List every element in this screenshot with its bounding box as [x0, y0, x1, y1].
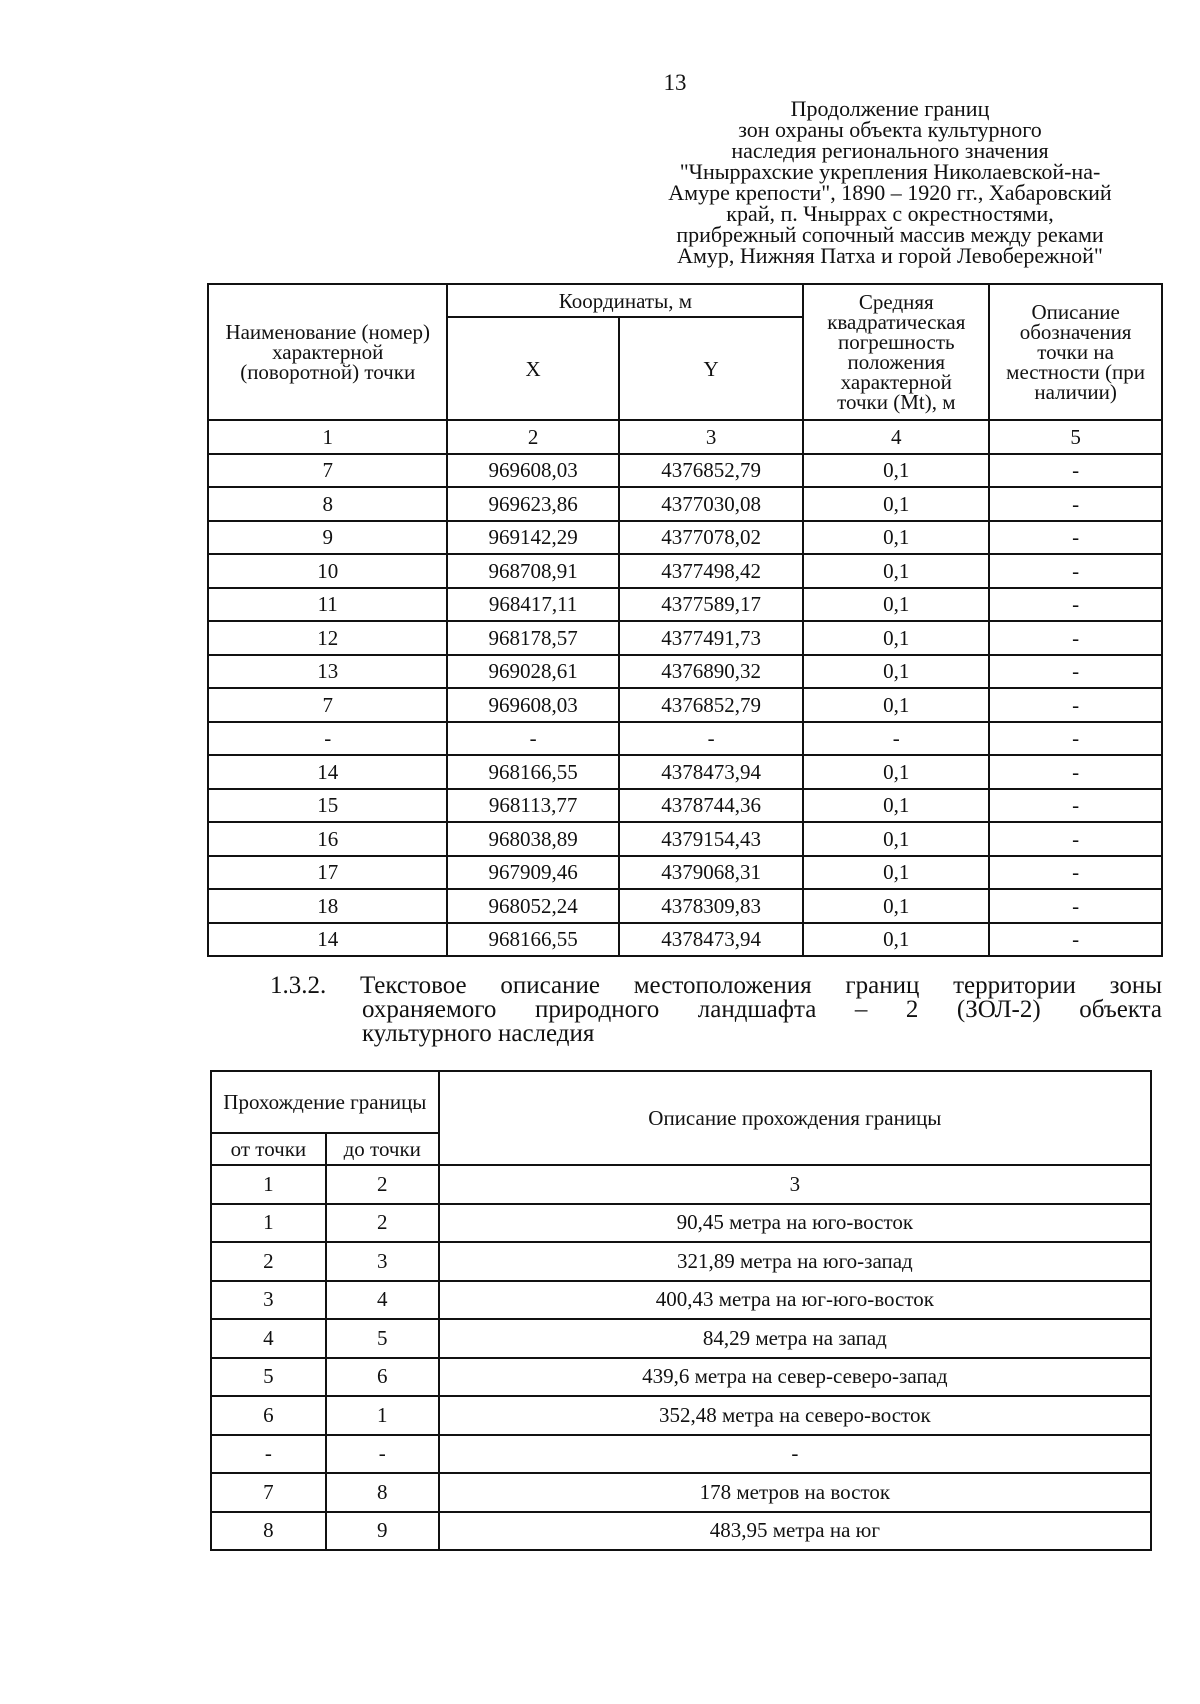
to-point-cell: 2: [326, 1204, 439, 1243]
x-coordinate-cell: 968417,11: [447, 588, 619, 622]
column-number: 3: [439, 1165, 1151, 1204]
column-number: 2: [326, 1165, 439, 1204]
header-point-description: Описание обозначения точки на местности (при наличии): [989, 284, 1162, 420]
heading-line: Продолжение границ: [790, 96, 990, 121]
to-point-cell: 4: [326, 1281, 439, 1320]
point-description-cell: -: [989, 655, 1162, 689]
point-description-cell: -: [989, 454, 1162, 488]
y-coordinate-cell: 4376890,32: [619, 655, 803, 689]
mean-error-cell: 0,1: [803, 621, 989, 655]
section-heading-line: 1.3.2. Текстовое описание местоположения границ территории зоны: [270, 972, 1162, 999]
x-coordinate-cell: 969608,03: [447, 688, 619, 722]
point-description-cell: -: [989, 889, 1162, 923]
x-coordinate-cell: 968166,55: [447, 755, 619, 789]
x-coordinate-cell: 968178,57: [447, 621, 619, 655]
table-row: [208, 722, 1162, 756]
point-description-cell: -: [989, 755, 1162, 789]
point-number-cell: 8: [208, 487, 447, 521]
point-description-cell: -: [989, 688, 1162, 722]
mean-error-cell: 0,1: [803, 588, 989, 622]
point-description-cell: -: [989, 588, 1162, 622]
point-number-cell: -: [208, 722, 447, 756]
point-number-cell: 15: [208, 789, 447, 823]
point-description-cell: -: [989, 621, 1162, 655]
point-number-cell: 7: [208, 454, 447, 488]
column-number: 1: [208, 420, 447, 454]
point-number-cell: 18: [208, 889, 447, 923]
table-row: [208, 454, 1162, 488]
table-row: [211, 1435, 1151, 1474]
table-row: [208, 923, 1162, 957]
column-number: 1: [211, 1165, 326, 1204]
from-point-cell: 7: [211, 1473, 326, 1512]
section-heading-line: культурного наследия: [362, 1020, 595, 1047]
mean-error-cell: 0,1: [803, 688, 989, 722]
page-number: 13: [663, 70, 687, 95]
point-description-cell: -: [989, 856, 1162, 890]
heading-line: "Чныррахские укрепления Николаевской-на-: [679, 159, 1101, 184]
from-point-cell: 2: [211, 1242, 326, 1281]
to-point-cell: -: [326, 1435, 439, 1474]
coordinates-table: [207, 283, 1163, 957]
column-number: 4: [803, 420, 989, 454]
x-coordinate-cell: 968113,77: [447, 789, 619, 823]
point-number-cell: 14: [208, 923, 447, 957]
y-coordinate-cell: 4376852,79: [619, 688, 803, 722]
header-coordinates: Координаты, м: [447, 284, 803, 317]
from-point-cell: -: [211, 1435, 326, 1474]
y-coordinate-cell: 4378744,36: [619, 789, 803, 823]
heading-line: край, п. Чныррах с окрестностями,: [726, 201, 1054, 226]
y-coordinate-cell: 4378309,83: [619, 889, 803, 923]
mean-error-cell: 0,1: [803, 487, 989, 521]
column-number: 5: [989, 420, 1162, 454]
y-coordinate-cell: 4376852,79: [619, 454, 803, 488]
header-mean-error: Средняя квадратическая погрешность положения характерной точки (Mt), м: [803, 284, 989, 420]
passage-description-cell: -: [439, 1435, 1151, 1474]
table-row: [211, 1358, 1151, 1397]
mean-error-cell: 0,1: [803, 655, 989, 689]
mean-error-cell: 0,1: [803, 454, 989, 488]
point-description-cell: -: [989, 789, 1162, 823]
point-description-cell: -: [989, 722, 1162, 756]
x-coordinate-cell: 968166,55: [447, 923, 619, 957]
section-heading: [270, 974, 1162, 1046]
y-coordinate-cell: 4377030,08: [619, 487, 803, 521]
header-x: X: [447, 317, 619, 420]
mean-error-cell: 0,1: [803, 554, 989, 588]
table-row: [208, 487, 1162, 521]
point-number-cell: 9: [208, 521, 447, 555]
column-number: 2: [447, 420, 619, 454]
x-coordinate-cell: 968052,24: [447, 889, 619, 923]
table-row: [208, 889, 1162, 923]
column-number-row: [208, 420, 1162, 454]
x-coordinate-cell: 968708,91: [447, 554, 619, 588]
table-row: [211, 1319, 1151, 1358]
to-point-cell: 9: [326, 1512, 439, 1551]
table-row: [208, 588, 1162, 622]
table-row: [208, 822, 1162, 856]
point-number-cell: 7: [208, 688, 447, 722]
mean-error-cell: 0,1: [803, 521, 989, 555]
header-y: Y: [619, 317, 803, 420]
to-point-cell: 5: [326, 1319, 439, 1358]
y-coordinate-cell: 4377078,02: [619, 521, 803, 555]
table-row: [208, 655, 1162, 689]
point-description-cell: -: [989, 554, 1162, 588]
y-coordinate-cell: 4379068,31: [619, 856, 803, 890]
boundary-route-table: [210, 1070, 1152, 1551]
heading-line: Амуре крепости", 1890 – 1920 гг., Хабаровский: [668, 180, 1112, 205]
table-row: [211, 1204, 1151, 1243]
from-point-cell: 6: [211, 1396, 326, 1435]
passage-description-cell: 483,95 метра на юг: [439, 1512, 1151, 1551]
y-coordinate-cell: 4377498,42: [619, 554, 803, 588]
heading-line: наследия регионального значения: [731, 138, 1049, 163]
x-coordinate-cell: 969028,61: [447, 655, 619, 689]
table-row: [211, 1242, 1151, 1281]
passage-description-cell: 90,45 метра на юго-восток: [439, 1204, 1151, 1243]
table-row: [208, 621, 1162, 655]
mean-error-cell: 0,1: [803, 889, 989, 923]
x-coordinate-cell: 969142,29: [447, 521, 619, 555]
to-point-cell: 8: [326, 1473, 439, 1512]
from-point-cell: 4: [211, 1319, 326, 1358]
x-coordinate-cell: -: [447, 722, 619, 756]
table-row: [208, 521, 1162, 555]
passage-description-cell: 439,6 метра на север-северо-запад: [439, 1358, 1151, 1397]
mean-error-cell: 0,1: [803, 789, 989, 823]
point-number-cell: 14: [208, 755, 447, 789]
column-number: 3: [619, 420, 803, 454]
heading-line: прибрежный сопочный массив между реками: [676, 222, 1104, 247]
table-row: [208, 688, 1162, 722]
mean-error-cell: 0,1: [803, 923, 989, 957]
passage-description-cell: 400,43 метра на юг-юго-восток: [439, 1281, 1151, 1320]
from-point-cell: 5: [211, 1358, 326, 1397]
table-row: [211, 1396, 1151, 1435]
from-point-cell: 1: [211, 1204, 326, 1243]
header-description: Описание прохождения границы: [439, 1071, 1151, 1165]
x-coordinate-cell: 968038,89: [447, 822, 619, 856]
table-row: [208, 755, 1162, 789]
table-row: [208, 554, 1162, 588]
table-row: [211, 1473, 1151, 1512]
point-description-cell: -: [989, 487, 1162, 521]
section-heading-line: охраняемого природного ландшафта – 2 (ЗОЛ-2) объекта: [362, 996, 1162, 1023]
point-number-cell: 17: [208, 856, 447, 890]
passage-description-cell: 321,89 метра на юго-запад: [439, 1242, 1151, 1281]
mean-error-cell: -: [803, 722, 989, 756]
from-point-cell: 3: [211, 1281, 326, 1320]
x-coordinate-cell: 969623,86: [447, 487, 619, 521]
point-number-cell: 10: [208, 554, 447, 588]
header-point-name: Наименование (номер) характерной (поворотной) точки: [208, 284, 447, 420]
point-description-cell: -: [989, 822, 1162, 856]
table-row: [208, 856, 1162, 890]
mean-error-cell: 0,1: [803, 822, 989, 856]
to-point-cell: 1: [326, 1396, 439, 1435]
header-to-point: до точки: [326, 1133, 439, 1165]
y-coordinate-cell: 4378473,94: [619, 755, 803, 789]
document-heading: [640, 98, 1140, 266]
point-number-cell: 16: [208, 822, 447, 856]
table-row: [208, 789, 1162, 823]
passage-description-cell: 84,29 метра на запад: [439, 1319, 1151, 1358]
to-point-cell: 6: [326, 1358, 439, 1397]
point-description-cell: -: [989, 923, 1162, 957]
heading-line: зон охраны объекта культурного: [738, 117, 1042, 142]
y-coordinate-cell: 4379154,43: [619, 822, 803, 856]
y-coordinate-cell: 4377589,17: [619, 588, 803, 622]
to-point-cell: 3: [326, 1242, 439, 1281]
y-coordinate-cell: 4378473,94: [619, 923, 803, 957]
point-number-cell: 13: [208, 655, 447, 689]
heading-line: Амур, Нижняя Патха и горой Левобережной": [677, 243, 1103, 268]
header-passage: Прохождение границы: [211, 1071, 439, 1133]
header-from-point: от точки: [211, 1133, 326, 1165]
point-number-cell: 12: [208, 621, 447, 655]
point-number-cell: 11: [208, 588, 447, 622]
passage-description-cell: 178 метров на восток: [439, 1473, 1151, 1512]
y-coordinate-cell: 4377491,73: [619, 621, 803, 655]
mean-error-cell: 0,1: [803, 755, 989, 789]
mean-error-cell: 0,1: [803, 856, 989, 890]
x-coordinate-cell: 967909,46: [447, 856, 619, 890]
table-row: [211, 1512, 1151, 1551]
y-coordinate-cell: -: [619, 722, 803, 756]
table-row: [211, 1281, 1151, 1320]
column-number-row: [211, 1165, 1151, 1204]
x-coordinate-cell: 969608,03: [447, 454, 619, 488]
passage-description-cell: 352,48 метра на северо-восток: [439, 1396, 1151, 1435]
from-point-cell: 8: [211, 1512, 326, 1551]
point-description-cell: -: [989, 521, 1162, 555]
